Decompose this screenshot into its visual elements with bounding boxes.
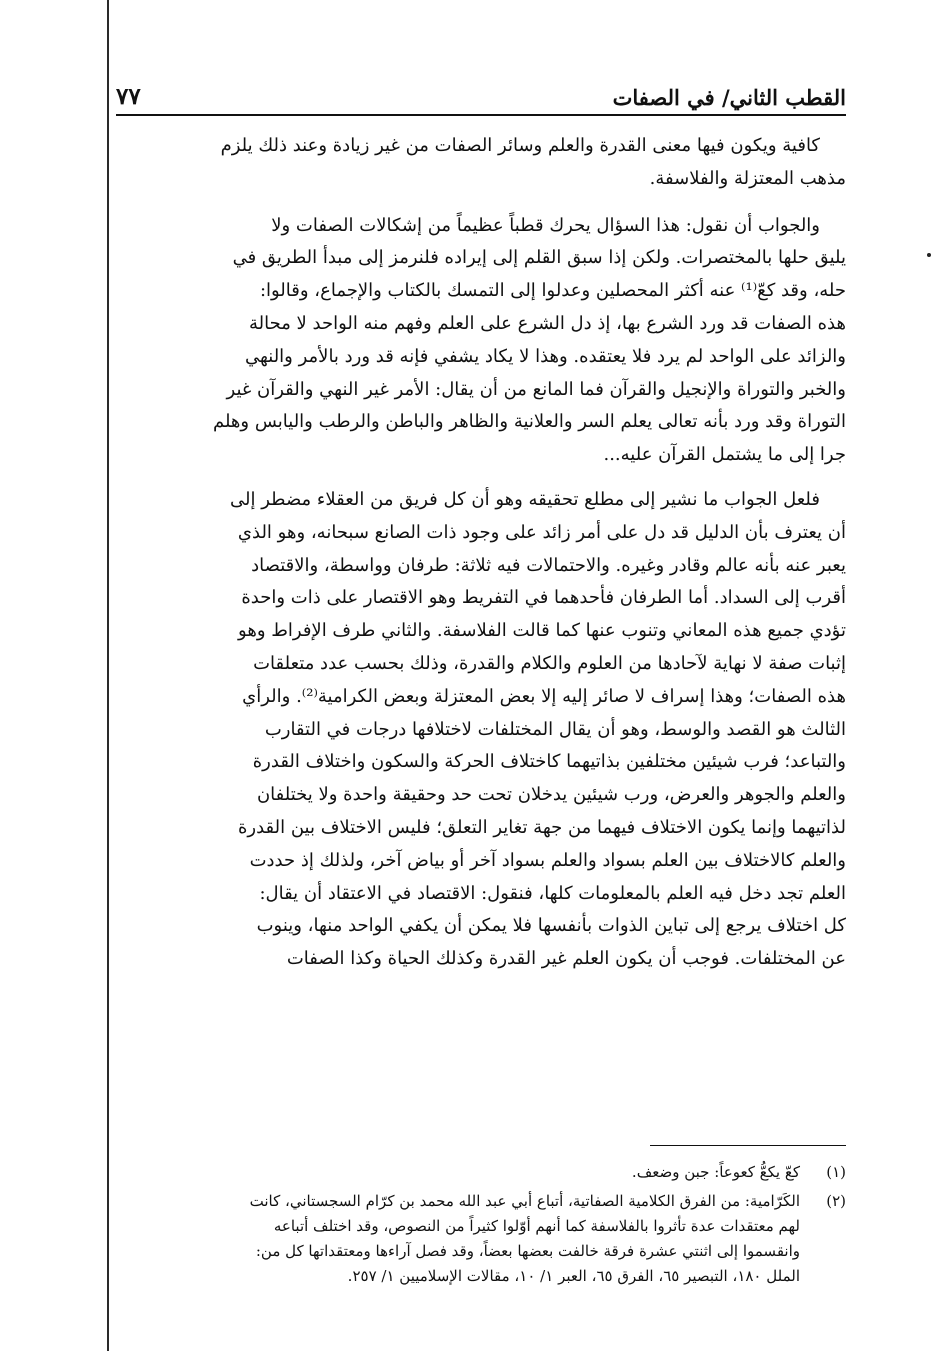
header-rule bbox=[116, 114, 846, 116]
footnotes bbox=[116, 1160, 846, 1289]
page-number: ٧٧ bbox=[116, 83, 141, 110]
footnote-text: الكَرّامية: من الفرق الكلامية الصفاتية، أتباع أبي عبد الله محمد بن كرّام السجستاني، كانت لهم معتقدات عدة تأثروا بالفلاسفة كما أنهم أوّلوا كثيراً من النصوص، وقد اختلف أتباعه وانقسموا إلى اثنتي عشرة فرقة خالفت بعضها بعضاً، وقد فصل آراءها ومعتقداتها كل من: الملل ١٨٠، التبصير ٦٥، الفرق ٦٥، العبر ١/ ١٠، مقالات الإسلاميين ١/ ٢٥٧. bbox=[249, 1192, 800, 1285]
page-binding-line bbox=[107, 0, 109, 1351]
margin-ink-dot bbox=[927, 253, 931, 257]
footnote-text: كعّ يكعُّ كعوعاً: جبن وضعف. bbox=[631, 1163, 800, 1181]
main-text bbox=[116, 130, 846, 976]
paragraph: والجواب أن نقول: هذا السؤال يحرك قطباً عظيماً من إشكالات الصفات ولا يليق حلها بالمختصرات. ولكن إذا سبق القلم إلى إيراده فلنرمز إلى مبدأ الطريق في حله، وقد كعّ⁽¹⁾ عنه أكثر المحصلين وعدلوا إلى التمسك بالكتاب والإجماع، وقالوا: هذه الصفات قد ورد الشرع بها، إذ دل الشرع على العلم وفهم منه الواحد لا محالة والزائد على الواحد لم يرد فلا يعتقده. وهذا لا يكاد يشفي فإنه قد ورد بالأمر والنهي والخبر والتوراة والإنجيل والقرآن فما المانع من أن يقال: الأمر غير النهي والقرآن غير التوراة وقد ورد بأنه تعالى يعلم السر والعلانية والظاهر والباطن والرطب واليابس وهلم جرا إلى ما يشتمل القرآن عليه... bbox=[212, 214, 846, 466]
paragraph: كافية ويكون فيها معنى القدرة والعلم وسائر الصفات من غير زيادة وعند ذلك يلزم مذهب المعتزلة والفلاسفة. bbox=[220, 135, 846, 189]
footnote bbox=[116, 1189, 846, 1289]
paragraph: فلعل الجواب ما نشير إلى مطلع تحقيقه وهو أن كل فريق من العقلاء مضطر إلى أن يعترف بأن الدليل قد دل على أمر زائد على وجود ذات الصانع سبحانه، وهو الذي يعبر عنه بأنه عالم وقادر وغيره. والاحتمالات فيه ثلاثة: طرفان وواسطة، والاقتصاد أقرب إلى السداد. أما الطرفان فأحدهما في التفريط وهو الاقتصار على ذات واحدة تؤدي جميع هذه المعاني وتنوب عنها كما قالت الفلاسفة. والثاني طرف الإفراط وهو إثبات صفة لا نهاية لآحادها من العلوم والكلام والقدرة، وذلك بحسب عدد متعلقات هذه الصفات؛ وهذا إسراف لا صائر إليه إلا بعض المعتزلة وبعض الكرامية⁽²⁾. والرأي الثالث هو القصد والوسط، وهو أن يقال المختلفات لاختلافها درجات في التقارب والتباعد؛ فرب شيئين مختلفين بذاتيهما كاختلاف الحركة والسكون واختلاف القدرة والعلم والجوهر والعرض، ورب شيئين يدخلان تحت حد وحقيقة واحدة ولا يختلفان لذاتيهما وإنما يكون الاختلاف فيهما من جهة تغاير التعلق؛ فليس الاختلاف بين القدرة والعلم كالاختلاف بين العلم بسواد والعلم بسواد آخر أو بياض آخر، ولذلك إذ حددت العلم تجد دخل فيه العلم بالمعلومات كلها، فنقول: الاقتصاد في الاعتقاد أن يقال: كل اختلاف يرجع إلى تباين الذوات بأنفسها فلا يمكن أن يكفي الواحد منها، وينوب عن المختلفات. فوجب أن يكون العلم غير القدرة وكذلك الحياة وكذا الصفات bbox=[230, 488, 846, 970]
page-header bbox=[116, 76, 846, 110]
footnote-separator bbox=[650, 1145, 846, 1146]
footnote bbox=[116, 1160, 846, 1185]
footnote-number: (١) bbox=[826, 1163, 846, 1181]
running-title: القطب الثاني/ في الصفات bbox=[612, 85, 846, 110]
footnote-number: (٢) bbox=[826, 1192, 846, 1210]
